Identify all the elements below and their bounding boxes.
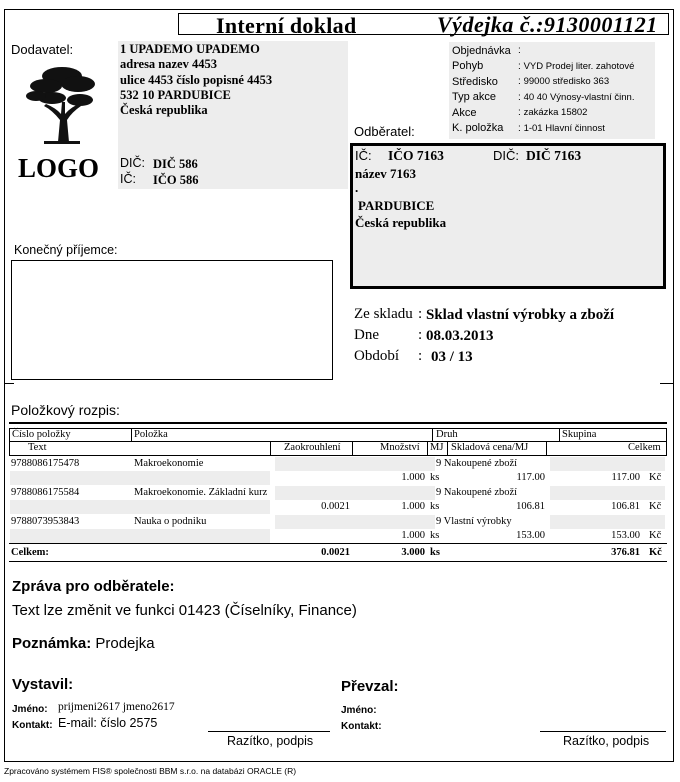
item-mj: ks — [430, 501, 440, 512]
message-label: Zpráva pro odběratele: — [12, 578, 175, 595]
item-price: 153.00 — [516, 530, 545, 541]
col-header-celkem: Celkem — [628, 442, 661, 453]
meta-row: Pohyb : VYD Prodej liter. zahotové — [452, 60, 635, 73]
total-label: Celkem: — [11, 547, 49, 558]
tree-logo-icon — [22, 62, 102, 144]
col-header-zaokrouhleni: Zaokrouhlení — [284, 442, 341, 453]
document-title: Interní doklad — [216, 13, 357, 38]
item-code: 9788086175584 — [11, 487, 80, 498]
item-price: 106.81 — [516, 501, 545, 512]
note-line — [12, 635, 155, 652]
supplier-city: 532 10 PARDUBICE — [120, 87, 231, 102]
warehouse-period-label: Období — [354, 348, 399, 364]
customer-label: Odběratel: — [354, 124, 415, 139]
document-number-line — [437, 12, 658, 38]
note-label: Poznámka: — [12, 635, 92, 652]
total-qty: 3.000 — [401, 547, 425, 558]
customer-ic: IČO 7163 — [388, 148, 444, 163]
supplier-label: Dodavatel: — [11, 42, 74, 57]
col-header-cena: Skladová cena/MJ — [451, 442, 529, 453]
customer-city: PARDUBICE — [358, 198, 435, 213]
issued-contact-label: Kontakt: — [12, 720, 53, 731]
supplier-address2: ulice 4453 číslo popisné 4453 — [120, 72, 273, 87]
item-total: 106.81 — [611, 501, 640, 512]
meta-row: Objednávka : — [452, 44, 524, 57]
supplier-dic-label: DIČ: — [120, 156, 145, 170]
total-mj: ks — [430, 547, 440, 558]
supplier-address — [120, 42, 272, 118]
received-signature-label: Razítko, podpis — [563, 734, 650, 748]
item-druh: 9 Nakoupené zboží — [436, 458, 518, 469]
item-code: 9788086175478 — [11, 458, 80, 469]
item-currency: Kč — [649, 530, 662, 541]
message-text: Text lze změnit ve funkci 01423 (Číselníky, Finance) — [12, 602, 357, 619]
item-currency: Kč — [649, 501, 662, 512]
footer-text: Zpracováno systémem FIS® společnosti BBM s.r.o. na databázi ORACLE (R) — [4, 766, 297, 776]
issued-contact-value: E-mail: číslo 2575 — [58, 716, 158, 730]
received-name-label: Jméno: — [341, 705, 377, 716]
received-contact-label: Kontakt: — [341, 721, 382, 732]
col-header-text: Text — [28, 442, 47, 453]
received-signature-line — [540, 731, 666, 732]
item-code: 9788073953843 — [11, 516, 80, 527]
customer-dic-label: DIČ: — [493, 148, 519, 163]
issued-name-value: prijmeni2617 jmeno2617 — [58, 701, 175, 713]
customer-dot: . — [355, 180, 359, 195]
supplier-name: 1 UPADEMO UPADEMO — [120, 42, 260, 56]
logo-text: LOGO — [18, 153, 100, 183]
item-total: 117.00 — [611, 472, 640, 483]
item-mj: ks — [430, 530, 440, 541]
note-text: Prodejka — [95, 635, 155, 652]
item-name: Makroekonomie — [134, 458, 204, 469]
meta-row: Akce : zakázka 15802 — [452, 106, 588, 119]
issued-signature-line — [208, 731, 330, 732]
item-price: 117.00 — [516, 472, 545, 483]
total-amount: 376.81 — [611, 547, 640, 558]
item-druh: 9 Nakoupené zboží — [436, 487, 518, 498]
total-currency: Kč — [649, 547, 662, 558]
supplier-ic-label: IČ: — [120, 172, 136, 186]
doc-label: Výdejka č.: — [437, 12, 544, 37]
warehouse-from-value: Sklad vlastní výrobky a zboží — [426, 307, 615, 323]
meta-row: K. položka : 1-01 Hlavní činnost — [452, 122, 605, 135]
issued-signature-label: Razítko, podpis — [227, 734, 314, 748]
item-currency: Kč — [649, 472, 662, 483]
col-header-druh: Druh — [436, 429, 458, 440]
received-label: Převzal: — [341, 678, 399, 695]
warehouse-from-label: Ze skladu — [354, 306, 413, 322]
col-header-mj: MJ — [430, 442, 444, 453]
doc-number: 9130001121 — [543, 12, 658, 37]
final-recipient-box — [11, 260, 333, 380]
meta-table — [452, 43, 656, 136]
item-total: 153.00 — [611, 530, 640, 541]
item-name: Nauka o podniku — [134, 516, 207, 527]
supplier-ic: IČO 586 — [153, 173, 199, 187]
customer-dic: DIČ 7163 — [526, 148, 582, 163]
items-title: Položkový rozpis: — [11, 402, 120, 418]
col-header-mnozstvi: Množství — [380, 442, 420, 453]
supplier-address1: adresa nazev 4453 — [120, 57, 217, 72]
meta-row: Typ akce : 40 40 Výnosy-vlastní činn. — [452, 91, 635, 104]
meta-row: Středisko : 99000 středisko 363 — [452, 75, 610, 88]
customer-ic-label: IČ: — [355, 148, 372, 163]
item-qty: 1.000 — [401, 530, 425, 541]
customer-name: název 7163 — [355, 166, 417, 181]
col-header-skupina: Skupina — [562, 429, 597, 440]
warehouse-period-value: 03 / 13 — [431, 349, 473, 365]
supplier-country: Česká republika — [120, 103, 208, 118]
col-header-cislo: Číslo položky — [12, 429, 71, 440]
item-mj: ks — [430, 472, 440, 483]
warehouse-date-value: 08.03.2013 — [426, 328, 494, 344]
issued-label: Vystavil: — [12, 676, 74, 693]
final-recipient-label: Konečný příjemce: — [14, 243, 118, 257]
item-qty: 1.000 — [401, 472, 425, 483]
supplier-dic: DIČ 586 — [153, 157, 198, 171]
warehouse-date-label: Dne — [354, 327, 379, 343]
item-zaokr: 0.0021 — [321, 501, 350, 512]
customer-country: Česká republika — [355, 215, 447, 230]
issued-name-label: Jméno: — [12, 704, 48, 715]
item-druh: 9 Vlastní výrobky — [436, 516, 512, 527]
total-zaokr: 0.0021 — [321, 547, 350, 558]
col-header-polozka: Položka — [134, 429, 168, 440]
item-qty: 1.000 — [401, 501, 425, 512]
item-name: Makroekonomie. Základní kurz — [134, 487, 268, 498]
